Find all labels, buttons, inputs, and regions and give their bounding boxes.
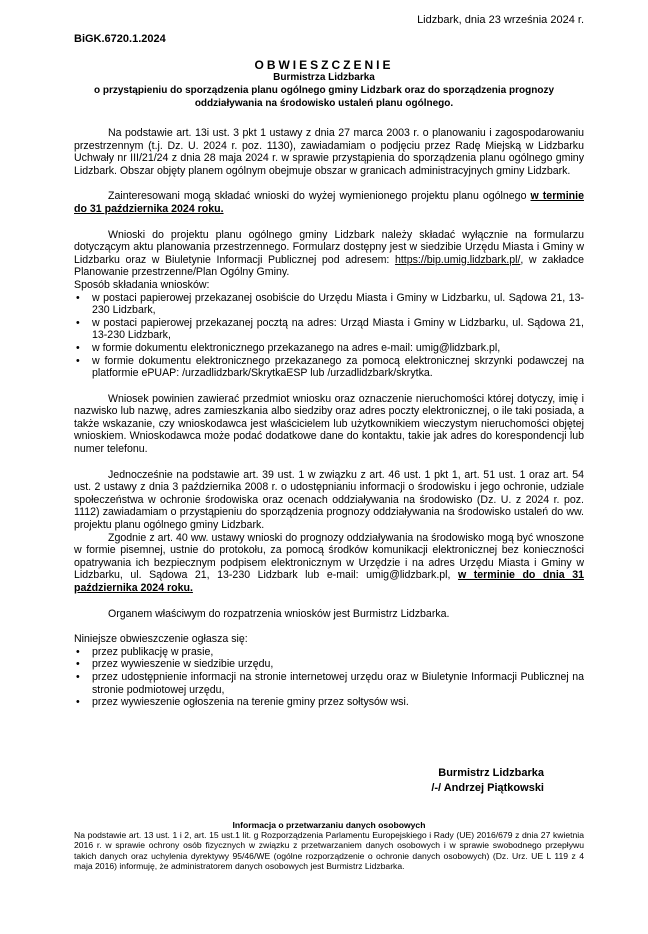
form-info-text: Wnioski do projektu planu ogólnego gminy Lidzbark należy składać wyłącznie na formularzu dotyczącym aktu planowania przestrzennego. Formularz dostępny jest w siedzibie Urzędu Miasta i Gminy w Lidzbarku oraz w Biuletynie Informacji Publicznej pod adresem: <box>74 228 584 266</box>
form-info-tail: , w zakładce Planowanie przestrzenne/Plan Ogólny Gminy. <box>74 253 584 279</box>
issuing-authority: Burmistrza Lidzbarka <box>273 72 375 83</box>
signature-block <box>431 766 544 796</box>
submission-methods-list <box>74 292 584 380</box>
list-item: • przez udostępnienie informacji na stronie internetowej urzędu oraz w Biuletynie Informacji Publicznej na stronie podmiotowej urzędu, <box>74 671 584 696</box>
signatory-title: Burmistrz Lidzbarka <box>438 767 544 779</box>
list-item: • przez wywieszenie w siedzibie urzędu, <box>74 658 584 671</box>
signatory-name: /-/ Andrzej Piątkowski <box>431 782 544 794</box>
bip-link[interactable]: https://bip.umig.lidzbark.pl/ <box>394 253 521 266</box>
submission-text: Zainteresowani mogą składać wnioski do wyżej wymienionego projektu planu ogólnego <box>108 190 527 203</box>
paragraph-environmental-forecast: Jednocześnie na podstawie art. 39 ust. 1 w związku z art. 46 ust. 1 pkt 1, art. 51 ust. 1 oraz art. 54 ust. 2 ustawy z dnia 3 października 2008 r. o udostępnianiu informacji o środowisku i jego ochronie, udziale społeczeństwa w ochronie środowiska oraz ocenach oddziaływania na środowisko (Dz. U. z 2024 r. poz. 1112) zawiadamiam o przystąpieniu do sporządzenia prognozy oddziaływania na środowisko ustaleń do ww. projektu planu ogólnego gminy Lidzbark. <box>74 468 584 532</box>
paragraph-form-info <box>74 229 584 279</box>
methods-heading: Sposób składania wniosków: <box>74 278 210 291</box>
paragraph-application-content: Wniosek powinien zawierać przedmiot wniosku oraz oznaczenie nieruchomości której dotyczy, imię i nazwisko lub nazwę, adres zamieszkania albo siedziby oraz adres poczty elektronicznej, o ile taki posiada, a także wskazanie, czy wnioskodawca jest właścicielem lub użytkownikiem wieczystym nieruchomości objętej wnioskiem. Wnioskodawca może podać dodatkowe dane do kontaktu, takie jak adres do korespondencji lub numer telefonu. <box>74 392 584 456</box>
list-item: • w formie dokumentu elektronicznego przekazanego na adres e-mail: umig@lidzbark.pl, <box>74 342 584 355</box>
dateline: Lidzbark, dnia 23 września 2024 r. <box>417 14 584 26</box>
document-body <box>74 127 584 709</box>
list-item: • w formie dokumentu elektronicznego przekazanego za pomocą elektronicznej skrzynki podawczej na platformie ePUAP: /urzadlidzbark/SkrytkaESP lub /urzadlidzbark/skrytka. <box>74 355 584 380</box>
submission-deadline: w terminie do 31 października 2024 roku. <box>74 190 584 215</box>
announce-heading: Niniejsze obwieszczenie ogłasza się: <box>74 633 248 646</box>
gdpr-text: Na podstawie art. 13 ust. 1 i 2, art. 15 ust.1 lit. g Rozporządzenia Parlamentu Europejskiego i Rady (UE) 2016/679 z dnia 27 kwietnia 2016 r. w sprawie ochrony osób fizycznych w związku z przetwarzaniem danych osobowych i w sprawie swobodnego przepływu takich danych oraz uchylenia dyrektywy 95/46/WE (ogólne rozporządzenie o ochronie danych osobowych) (Dz. Urz. UE L 119 z 4 maja 2016) informuję, że administratorem danych osobowych jest Burmistrz Lidzbarka. <box>74 830 584 871</box>
document-subtitle <box>80 71 568 110</box>
forecast-deadline: w terminie do dnia 31 października 2024 roku. <box>74 569 584 594</box>
document-title: OBWIESZCZENIE <box>254 58 394 72</box>
list-item: • w postaci papierowej przekazanej pocztą na adres: Urząd Miasta i Gminy w Lidzbarku, ul. Sądowa 21, 13-230 Lidzbark, <box>74 317 584 342</box>
announcement-methods-list <box>74 646 584 709</box>
list-item: • przez wywieszenie ogłoszenia na terenie gminy przez sołtysów wsi. <box>74 696 584 709</box>
forecast-submission-text: Zgodnie z art. 40 ww. ustawy wnioski do prognozy oddziaływania na środowisko mogą być wnoszone w formie pisemnej, ustnie do protokołu, za pomocą środków komunikacji elektronicznej bez konieczności opatrywania ich bezpiecznym podpisem elektronicznym w Urzędzie i na adres Urzędu Miasta i Gminy w Lidzbarku, ul. Sądowa 21, 13-230 Lidzbark lub e-mail: umig@lidzbark.pl, <box>74 531 584 582</box>
document-subject: o przystąpieniu do sporządzenia planu ogólnego gminy Lidzbark oraz do sporządzenia prognozy oddziaływania na środowisko ustaleń planu ogólnego. <box>93 85 555 109</box>
paragraph-competent-authority: Organem właściwym do rozpatrzenia wniosków jest Burmistrz Lidzbarka. <box>108 607 450 620</box>
paragraph-submission-deadline <box>74 190 584 215</box>
gdpr-heading: Informacja o przetwarzaniu danych osobowych <box>232 820 426 830</box>
list-item: • przez publikację w prasie, <box>74 646 584 659</box>
paragraph-forecast-submission <box>74 532 584 595</box>
gdpr-notice <box>74 820 584 871</box>
reference-number: BiGK.6720.1.2024 <box>74 33 166 45</box>
paragraph-legal-basis: Na podstawie art. 13i ust. 3 pkt 1 ustawy z dnia 27 marca 2003 r. o planowaniu i zagospodarowaniu przestrzennym (t.j. Dz. U. 2024 r. poz. 1130), zawiadamiam o podjęciu przez Radę Miejską w Lidzbarku Uchwały nr III/21/24 z dnia 28 maja 2024 r. w sprawie przystąpienia do sporządzenia planu ogólnego gminy Lidzbark. Obszar objęty planem ogólnym obejmuje obszar w granicach administracyjnych gminy Lidzbark. <box>74 127 584 177</box>
list-item: • w postaci papierowej przekazanej osobiście do Urzędu Miasta i Gminy w Lidzbarku, ul. Sądowa 21, 13-230 Lidzbark, <box>74 292 584 317</box>
